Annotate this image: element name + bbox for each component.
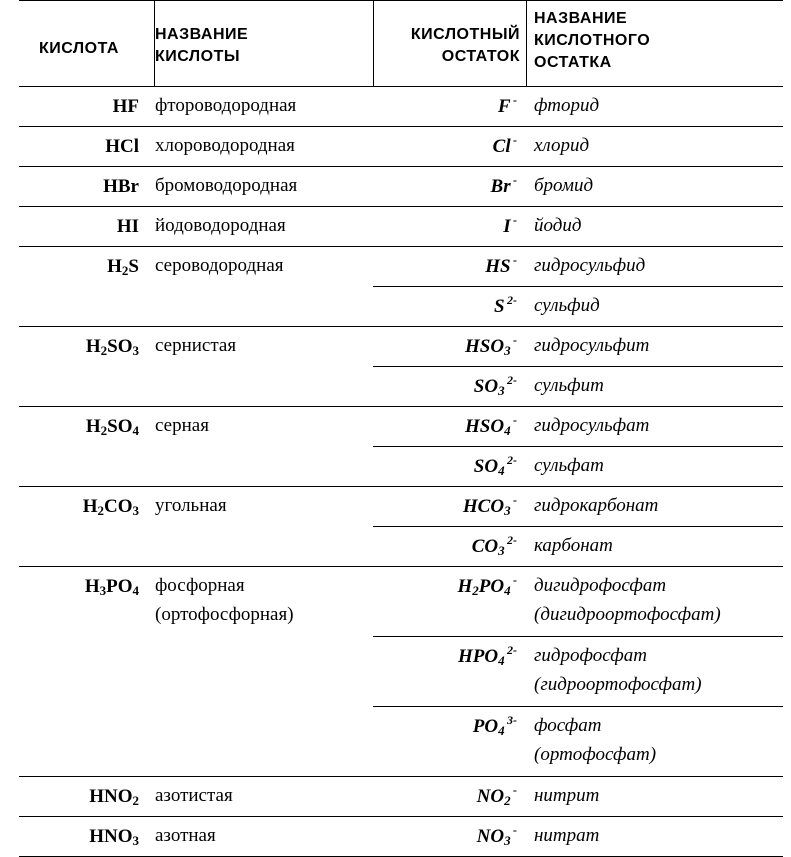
ion-name: [534, 291, 600, 320]
formula-subscript: 4: [498, 723, 505, 738]
ion-name: [534, 331, 649, 360]
formula-subscript: 3: [498, 383, 505, 398]
header-acid-name-line: КИСЛОТЫ: [155, 48, 241, 65]
ion-name: [534, 411, 649, 440]
formula-part: SO: [107, 416, 133, 437]
ion-name: [534, 571, 721, 629]
acid-row-separator: [19, 126, 783, 127]
formula-subscript: 3: [504, 343, 511, 358]
acid-name-line: сернистая: [155, 335, 237, 356]
formula-part: HNO: [89, 826, 133, 847]
acid-row-separator: [19, 486, 783, 487]
acid-formula: [19, 825, 139, 849]
header-divider: [526, 0, 527, 86]
ion-name: [534, 531, 613, 560]
ion-name: [534, 781, 599, 810]
acid-row-separator: [19, 816, 783, 817]
table-top-border: [19, 0, 783, 1]
ion-charge: -: [510, 333, 517, 347]
formula-part: Cl: [492, 136, 511, 157]
ion-name: [534, 371, 604, 400]
acid-row-separator: [19, 206, 783, 207]
formula-part: SO: [473, 456, 499, 477]
acid-row-separator: [19, 326, 783, 327]
formula-part: H: [107, 256, 122, 277]
acid-name: [155, 211, 286, 240]
header-residue-line: ОСТАТОК: [441, 48, 520, 65]
ion-formula: [373, 175, 517, 199]
acid-name: [155, 491, 227, 520]
ion-name-line: сульфид: [534, 295, 600, 316]
ion-formula: [373, 825, 517, 849]
formula-subscript: 3: [498, 543, 505, 558]
ion-formula: [373, 375, 517, 399]
acid-name-line: фтороводородная: [155, 95, 297, 116]
ion-name-line: фосфат: [534, 715, 602, 736]
acid-row-separator: [19, 406, 783, 407]
ion-formula: [373, 135, 517, 159]
ion-name-line: нитрит: [534, 785, 600, 806]
header-residue-name-line: НАЗВАНИЕ: [534, 10, 628, 27]
acid-name-line: серная: [155, 415, 209, 436]
acid-name: [155, 781, 233, 810]
ion-row-separator: [373, 636, 783, 637]
formula-subscript: 3: [99, 583, 107, 598]
ion-charge: -: [510, 413, 517, 427]
ion-formula: [373, 535, 517, 559]
acid-name: [155, 251, 284, 280]
ion-name-line: фторид: [534, 95, 600, 116]
acid-name: [155, 171, 297, 200]
formula-part: HNO: [89, 786, 133, 807]
ion-name: [534, 91, 599, 120]
ion-name-line: сульфит: [534, 375, 604, 396]
ion-name-line: гидрокарбонат: [534, 495, 659, 516]
header-residue-line: КИСЛОТНЫЙ: [410, 26, 520, 43]
acid-row-separator: [19, 166, 783, 167]
formula-part: HI: [116, 216, 139, 237]
header-residue-name: [534, 8, 650, 74]
acid-name-line: угольная: [155, 495, 227, 516]
ion-formula: [373, 785, 517, 809]
header-acid: КИСЛОТА: [39, 40, 119, 57]
acid-row-separator: [19, 566, 783, 567]
ion-charge: 2-: [504, 373, 517, 387]
formula-part: HCO: [462, 496, 505, 517]
formula-subscript: 4: [504, 583, 511, 598]
ion-charge: 2-: [504, 533, 517, 547]
acid-formula: [19, 135, 139, 159]
acid-name-line: сероводородная: [155, 255, 284, 276]
ion-name-line: карбонат: [534, 535, 613, 556]
ion-formula: [373, 415, 517, 439]
formula-part: NO: [476, 826, 505, 847]
ion-name: [534, 451, 604, 480]
acid-name: [155, 91, 296, 120]
ion-name-line: гидросульфит: [534, 335, 650, 356]
acid-name-line: фосфорная: [155, 575, 245, 596]
acid-formula: [19, 175, 139, 199]
formula-part: CO: [471, 536, 499, 557]
formula-subscript: 2: [121, 263, 129, 278]
formula-part: PO: [472, 716, 499, 737]
formula-subscript: 2: [100, 423, 108, 438]
acid-name-line: хлороводородная: [155, 135, 295, 156]
formula-subscript: 2: [100, 343, 108, 358]
formula-subscript: 2: [97, 503, 104, 518]
acid-formula: [19, 495, 139, 519]
acid-formula: [19, 255, 139, 279]
header-residue-name-line: КИСЛОТНОГО: [534, 32, 651, 49]
ion-charge: -: [510, 133, 517, 147]
formula-part: H: [457, 576, 473, 597]
formula-subscript: 2: [472, 583, 479, 598]
formula-part: S: [494, 296, 505, 317]
formula-subscript: 4: [504, 423, 511, 438]
formula-part: H: [85, 336, 101, 357]
header-acid-name: [155, 24, 248, 68]
ion-charge: -: [510, 573, 517, 587]
ion-formula: [373, 95, 517, 119]
ion-charge: -: [510, 93, 517, 107]
header-residue-name-line: ОСТАТКА: [534, 54, 612, 71]
header-acid-name-line: НАЗВАНИЕ: [155, 26, 249, 43]
formula-part: PO: [478, 576, 505, 597]
formula-subscript: 4: [132, 583, 139, 598]
formula-part: SO: [107, 336, 133, 357]
formula-part: HS: [485, 256, 511, 277]
acid-name: [155, 821, 216, 850]
acid-name: [155, 571, 294, 629]
acid-formula: [19, 415, 139, 439]
header-bottom-border: [19, 86, 783, 87]
ion-charge: 2-: [504, 643, 517, 657]
ion-charge: -: [510, 253, 517, 267]
formula-part: H: [84, 576, 100, 597]
acid-row-separator: [19, 246, 783, 247]
ion-formula: [373, 575, 517, 599]
formula-subscript: 4: [132, 423, 139, 438]
formula-subscript: 3: [132, 343, 139, 358]
ion-name-line: нитрат: [534, 825, 600, 846]
ion-name: [534, 711, 656, 769]
ion-name: [534, 641, 702, 699]
formula-part: CO: [104, 496, 133, 517]
formula-part: HPO: [457, 646, 499, 667]
acid-name-line: азотная: [155, 825, 216, 846]
ion-name-line: дигидрофосфат: [534, 575, 667, 596]
formula-part: HSO: [465, 336, 505, 357]
ion-name-line: гидрофосфат: [534, 645, 647, 666]
formula-part: F: [497, 96, 511, 117]
formula-subscript: 3: [132, 833, 139, 848]
header-divider: [373, 0, 374, 86]
acid-name: [155, 331, 236, 360]
formula-subscript: 4: [498, 653, 505, 668]
formula-subscript: 2: [504, 793, 511, 808]
ion-charge: -: [510, 173, 517, 187]
ion-formula: [373, 335, 517, 359]
formula-part: H: [82, 496, 98, 517]
ion-row-separator: [373, 366, 783, 367]
ion-name-line: бромид: [534, 175, 594, 196]
formula-part: PO: [106, 576, 133, 597]
formula-subscript: 3: [504, 833, 511, 848]
acid-name: [155, 411, 209, 440]
formula-subscript: 3: [504, 503, 511, 518]
formula-subscript: 4: [498, 463, 505, 478]
ion-formula: [373, 255, 517, 279]
formula-part: NO: [476, 786, 505, 807]
ion-name-line: сульфат: [534, 455, 604, 476]
ion-name: [534, 821, 599, 850]
formula-part: HF: [112, 96, 139, 117]
ion-charge: -: [510, 493, 517, 507]
header-divider: [154, 0, 155, 86]
acid-formula: [19, 785, 139, 809]
ion-name-line: гидросульфат: [534, 415, 650, 436]
acid-formula: [19, 215, 139, 239]
ion-name-line: (дигидроортофосфат): [534, 604, 721, 625]
ion-charge: 2-: [504, 293, 517, 307]
formula-part: HSO: [465, 416, 505, 437]
acid-formula: [19, 335, 139, 359]
ion-row-separator: [373, 286, 783, 287]
ion-charge: -: [510, 783, 517, 797]
ion-formula: [373, 495, 517, 519]
ion-name: [534, 131, 589, 160]
ion-formula: [373, 645, 517, 669]
acid-name: [155, 131, 295, 160]
ion-name: [534, 251, 645, 280]
ion-name: [534, 491, 658, 520]
formula-part: I: [503, 216, 511, 237]
ion-formula: [373, 295, 517, 319]
ion-row-separator: [373, 446, 783, 447]
acid-name-line: азотистая: [155, 785, 233, 806]
header-residue: [374, 24, 520, 68]
ion-formula: [373, 215, 517, 239]
ion-formula: [373, 455, 517, 479]
formula-part: S: [128, 256, 139, 277]
formula-subscript: 3: [132, 503, 139, 518]
formula-part: HCl: [105, 136, 139, 157]
formula-part: Br: [490, 176, 511, 197]
ion-name: [534, 171, 593, 200]
formula-part: H: [85, 416, 101, 437]
ion-charge: -: [510, 823, 517, 837]
ion-charge: 3-: [504, 713, 517, 727]
ion-formula: [373, 715, 517, 739]
acid-row-separator: [19, 776, 783, 777]
ion-row-separator: [373, 706, 783, 707]
formula-part: SO: [473, 376, 499, 397]
formula-subscript: 2: [132, 793, 139, 808]
acid-name-line: йодоводородная: [155, 215, 286, 236]
ion-name-line: гидросульфид: [534, 255, 646, 276]
ion-charge: 2-: [504, 453, 517, 467]
acid-formula: [19, 575, 139, 599]
ion-name-line: хлорид: [534, 135, 590, 156]
ion-name: [534, 211, 581, 240]
ion-name-line: (гидроортофосфат): [534, 674, 702, 695]
formula-part: HBr: [103, 176, 139, 197]
ion-name-line: йодид: [534, 215, 582, 236]
acid-formula: [19, 95, 139, 119]
ion-row-separator: [373, 526, 783, 527]
acid-name-line: (ортофосфорная): [155, 604, 294, 625]
acid-name-line: бромоводородная: [155, 175, 298, 196]
ion-name-line: (ортофосфат): [534, 744, 657, 765]
ion-charge: -: [510, 213, 517, 227]
